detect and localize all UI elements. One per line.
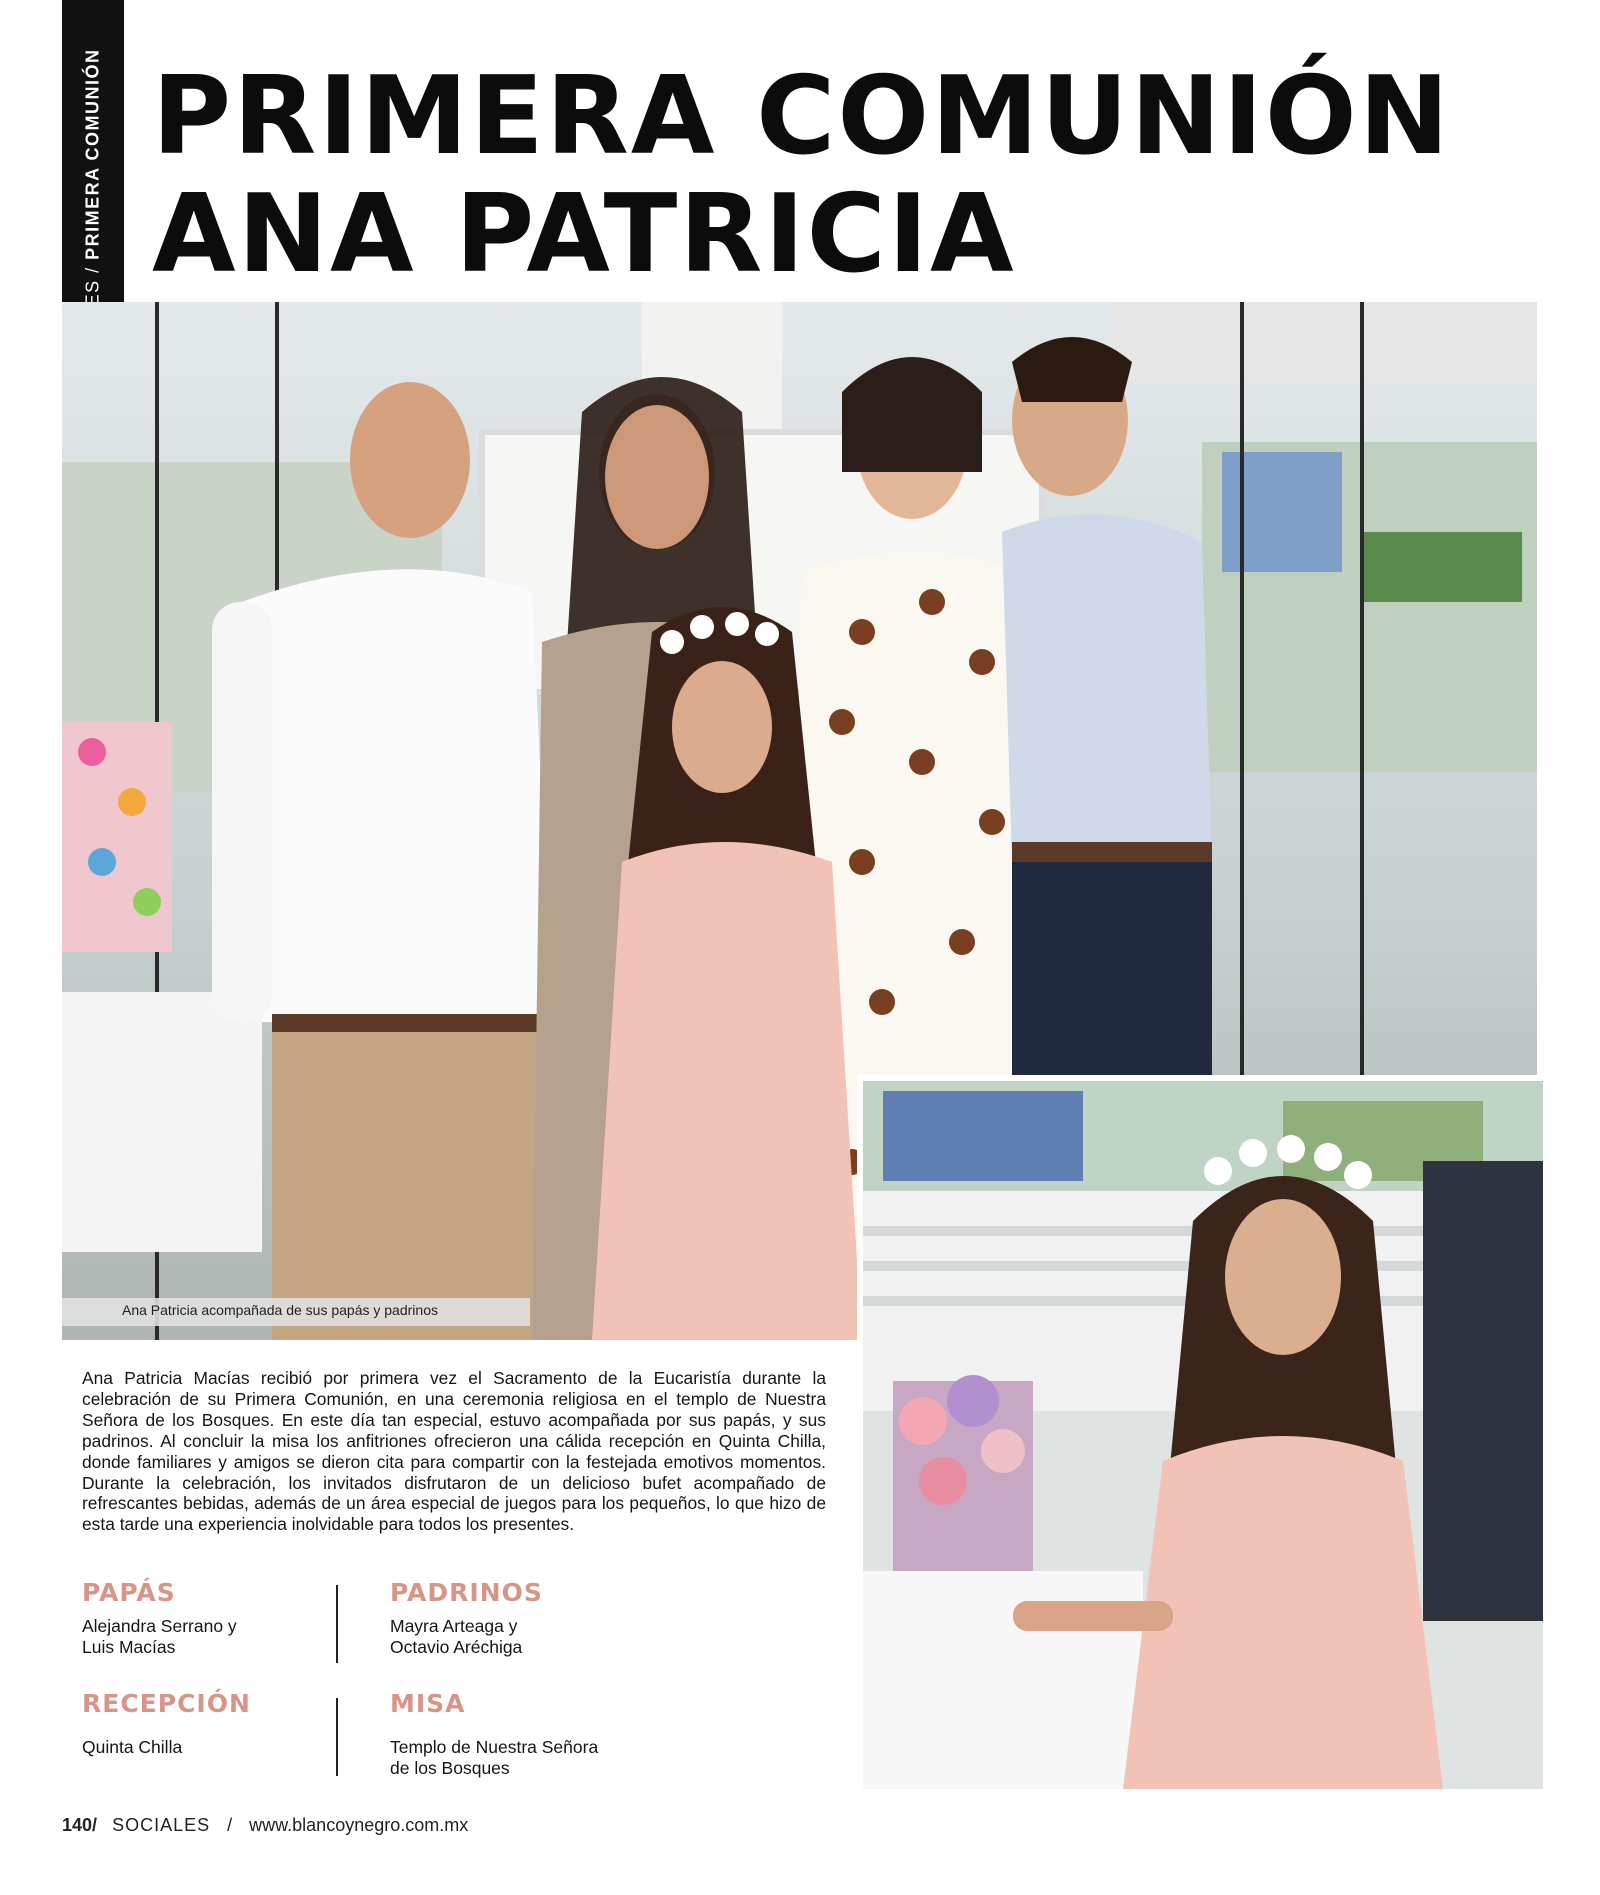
title-line-1: PRIMERA COMUNIÓN: [152, 54, 1452, 179]
article-body: Ana Patricia Macías recibió por primera vez el Sacramento de la Eucaristía durante la celebración de su Primera Comunión, en una ceremonia religiosa en el templo de Nuestra Señora de los Bosques. En este día tan especial, estuvo acompañada por sus papás, y sus padrinos. Al concluir la misa los anfitriones ofrecieron una cálida recepción en Quinta Chilla, donde familiares y amigos se dieron cita para compartir con la festejada emotivos momentos. Durante la celebración, los invitados disfrutaron de un delicioso bufet acompañado de refrescantes bebidas, además de un área especial de juegos para los pequeños, lo que hizo de esta tarde una experiencia inolvidable para todos los presentes.: [82, 1368, 826, 1535]
papas-names: [82, 1616, 237, 1658]
padrinos-line-2: Octavio Aréchiga: [390, 1637, 523, 1657]
misa-line-1: Templo de Nuestra Señora: [390, 1737, 599, 1757]
papas-line-2: Luis Macías: [82, 1637, 176, 1657]
recepcion-heading: RECEPCIÓN: [82, 1689, 251, 1718]
padrinos-heading: PADRINOS: [390, 1578, 543, 1607]
papas-heading: PAPÁS: [82, 1578, 176, 1607]
page-title: [152, 54, 1452, 297]
misa-place: [390, 1737, 598, 1779]
section-separator: /: [82, 259, 103, 280]
padrinos-line-1: Mayra Arteaga y: [390, 1616, 518, 1636]
photo-caption: Ana Patricia acompañada de sus papás y padrinos: [122, 1302, 438, 1318]
misa-heading: MISA: [390, 1689, 466, 1718]
info-divider-bottom: [336, 1698, 338, 1776]
padrinos-names: [390, 1616, 522, 1658]
title-line-2: ANA PATRICIA: [152, 172, 1016, 297]
footer-section: SOCIALES: [112, 1815, 211, 1835]
papas-line-1: Alejandra Serrano y: [82, 1616, 237, 1636]
page-footer: [62, 1815, 468, 1836]
girl-portrait-photo: [857, 1075, 1543, 1789]
footer-separator: /: [227, 1815, 233, 1835]
recepcion-line-1: Quinta Chilla: [82, 1737, 183, 1757]
footer-url[interactable]: www.blancoynegro.com.mx: [249, 1815, 469, 1835]
info-divider-top: [336, 1585, 338, 1663]
recepcion-place: [82, 1737, 182, 1758]
misa-line-2: de los Bosques: [390, 1758, 510, 1778]
page-number: 140/: [62, 1815, 98, 1835]
section-topic: PRIMERA COMUNIÓN: [82, 48, 103, 260]
